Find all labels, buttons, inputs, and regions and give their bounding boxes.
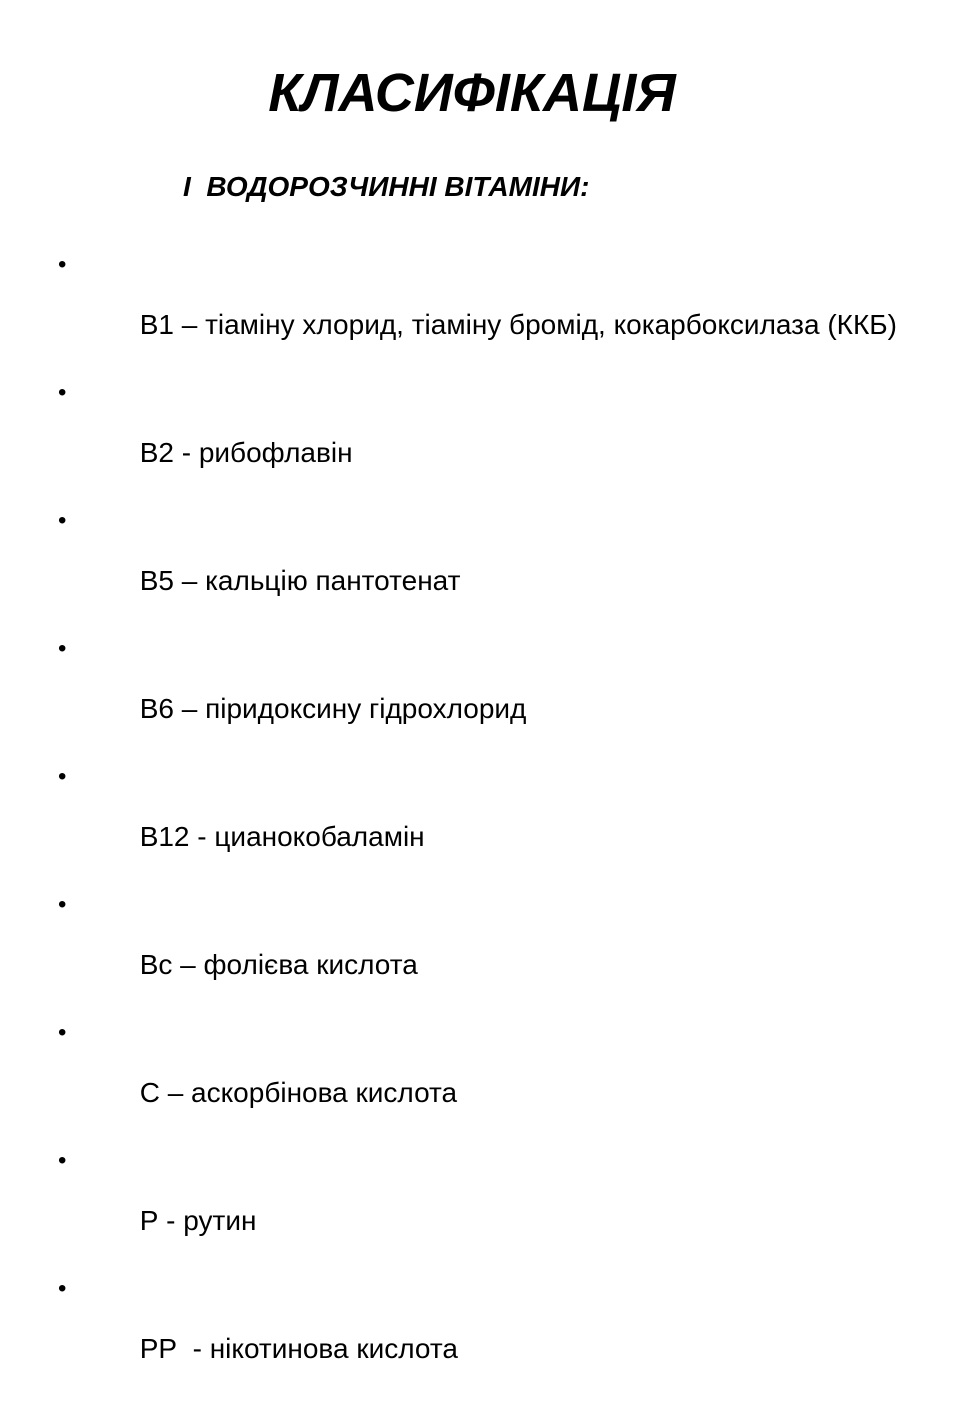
list-item [58, 634, 908, 754]
list-item-text: Вс – фолієва кислота [139, 949, 418, 980]
section-subtitle: І ВОДОРОЗЧИННІ ВІТАМІНИ: [183, 171, 590, 202]
list-item-text: В12 - цианокобаламін [139, 821, 425, 852]
list-item [58, 890, 908, 1010]
bullet-icon: • [58, 507, 67, 534]
list-item [58, 762, 908, 882]
list-item-text: Р - рутин [139, 1205, 257, 1236]
list-item [58, 1274, 908, 1394]
list-item-text: В6 – піридоксину гідрохлорид [139, 693, 527, 724]
bullet-icon: • [58, 379, 67, 406]
list-item [58, 250, 908, 370]
vitamin-list [58, 250, 908, 1402]
list-item [58, 378, 908, 498]
list-item [58, 1146, 908, 1266]
bullet-icon: • [58, 635, 67, 662]
list-item-text: С – аскорбінова кислота [139, 1077, 458, 1108]
list-item [58, 506, 908, 626]
bullet-icon: • [58, 1147, 67, 1174]
list-item-text: В2 - рибофлавін [139, 437, 353, 468]
bullet-icon: • [58, 891, 67, 918]
list-item-text: В5 – кальцію пантотенат [139, 565, 461, 596]
list-item-text: РР - нікотинова кислота [139, 1333, 458, 1364]
bullet-icon: • [58, 1275, 67, 1302]
bullet-icon: • [58, 251, 67, 278]
slide-title: КЛАСИФІКАЦІЯ [268, 63, 676, 123]
list-item-text: В1 – тіаміну хлорид, тіаміну бромід, кокарбоксилаза (ККБ) [139, 309, 897, 340]
bullet-icon: • [58, 1019, 67, 1046]
list-item [58, 1018, 908, 1138]
bullet-icon: • [58, 763, 67, 790]
